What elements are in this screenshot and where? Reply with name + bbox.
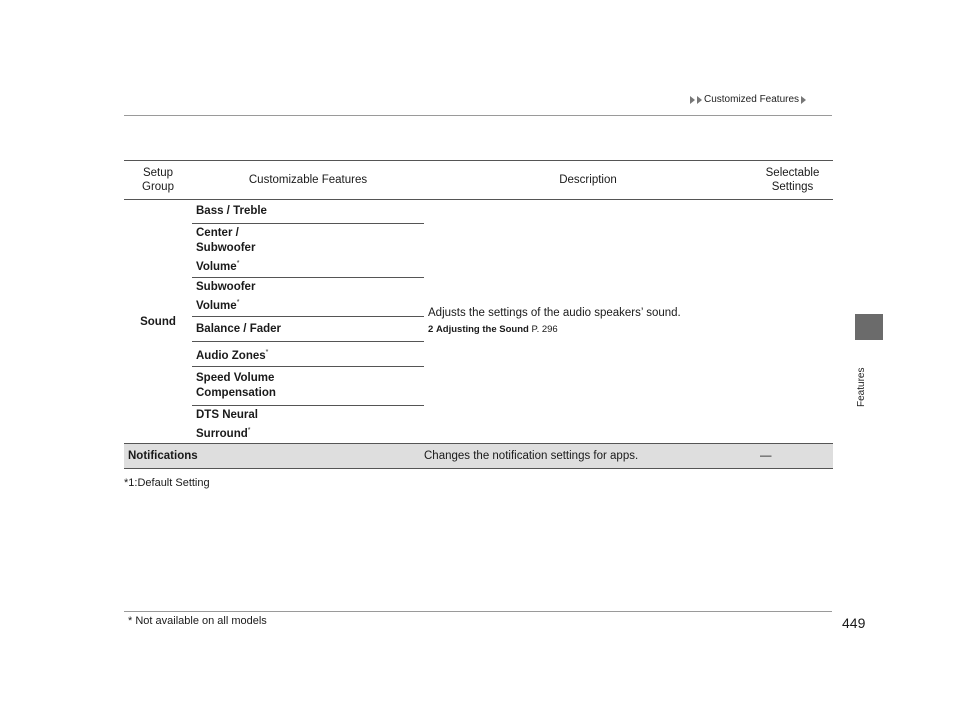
table-header-row [124, 161, 833, 200]
group-sound: Sound [140, 315, 176, 328]
sound-description-text: Adjusts the settings of the audio speakers’ sound. [428, 307, 681, 319]
feature-label: DTS Neural Surround [196, 408, 258, 440]
header-selectable-settings: Selectable Settings [752, 161, 833, 200]
feature-bass-treble [192, 200, 424, 224]
asterisk-mark: * [236, 260, 240, 268]
asterisk-mark: * [236, 299, 240, 307]
sound-settings-empty [752, 200, 833, 444]
asterisk-mark: * [265, 348, 269, 356]
bottom-divider [124, 611, 832, 612]
feature-label: Subwoofer Volume [196, 281, 256, 312]
top-divider [124, 115, 832, 116]
sound-description [424, 200, 752, 444]
feature-dts-neural-surround [192, 406, 424, 444]
triangle-arrow-icon [690, 96, 695, 104]
header-setup-group-label: Setup Group [142, 167, 174, 193]
header-setup-group [124, 161, 192, 200]
footnote-default-setting: *1:Default Setting [124, 477, 210, 489]
feature-subwoofer-volume [192, 278, 424, 317]
table-row [124, 200, 833, 224]
side-section-label: Features [856, 367, 867, 407]
reference-page: P. 296 [531, 324, 558, 335]
reference-title: Adjusting the Sound [435, 324, 529, 335]
notifications-setting: — [752, 444, 833, 469]
breadcrumb [690, 94, 806, 105]
header-description: Description [424, 161, 752, 200]
triangle-arrow-icon [697, 96, 702, 104]
header-customizable-features: Customizable Features [192, 161, 424, 200]
footnote-not-available: * Not available on all models [128, 615, 267, 627]
feature-speed-volume-compensation [192, 367, 424, 406]
feature-notifications: Notifications [124, 444, 424, 469]
section-tab-marker [855, 314, 883, 340]
customized-features-table [124, 160, 833, 469]
feature-label: Audio Zones [196, 349, 266, 362]
feature-balance-fader [192, 317, 424, 342]
cross-reference[interactable] [428, 322, 752, 337]
triangle-arrow-icon [801, 96, 806, 104]
feature-center-subwoofer-volume [192, 224, 424, 278]
feature-label: Speed Volume Compensation [196, 372, 276, 399]
feature-label: Bass / Treble [196, 205, 267, 217]
breadcrumb-section[interactable]: Customized Features [704, 94, 800, 105]
page-number: 449 [842, 615, 866, 631]
feature-label: Balance / Fader [196, 322, 282, 335]
table-row [124, 444, 833, 469]
feature-audio-zones [192, 342, 424, 367]
feature-label: Center / Subwoofer Volume [196, 227, 256, 273]
reference-arrow-icon: 2 [428, 324, 434, 335]
asterisk-mark: * [247, 426, 251, 434]
notifications-description: Changes the notification settings for apps. [424, 444, 752, 469]
